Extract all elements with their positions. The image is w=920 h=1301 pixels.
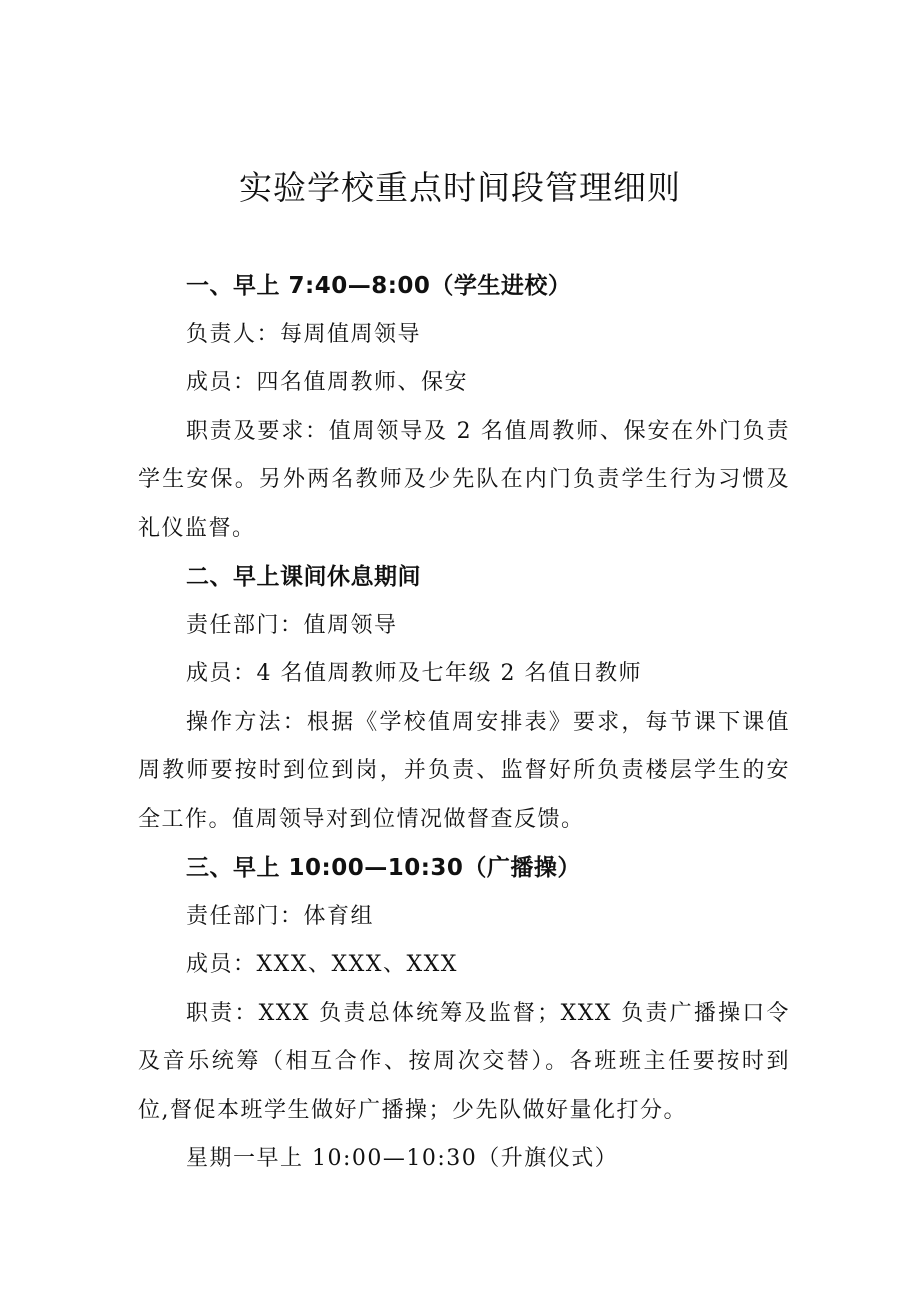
paragraph-responsible-person: 负责人：每周值周领导 [186, 321, 422, 347]
paragraph-duties-3: 职责：XXX 负责总体统筹及监督；XXX 负责广播操口令及音乐统筹（相互合作、按周次交替）。各班班主任要按时到位,督促本班学生做好广播操；少先队做好量化打分。 [138, 1000, 790, 1123]
section-heading-2: 二、早上课间休息期间 [186, 564, 421, 590]
section-heading-3: 三、早上 10:00—10:30（广播操） [186, 855, 581, 881]
paragraph-department-2: 责任部门：值周领导 [186, 612, 398, 638]
section-heading-1: 一、早上 7:40—8:00（学生进校） [186, 273, 572, 299]
paragraph-duties-1: 职责及要求：值周领导及 2 名值周教师、保安在外门负责学生安保。另外两名教师及少先队在内门负责学生行为习惯及礼仪监督。 [138, 418, 790, 541]
paragraph-members-1: 成员：四名值周教师、保安 [186, 370, 469, 395]
paragraph-monday-flag-ceremony: 星期一早上 10:00—10:30（升旗仪式） [186, 1146, 619, 1171]
paragraph-members-3: 成员：XXX、XXX、XXX [186, 952, 458, 977]
paragraph-department-3: 责任部门：体育组 [186, 903, 375, 929]
document-body [138, 262, 790, 1184]
paragraph-method-2: 操作方法：根据《学校值周安排表》要求，每节课下课值周教师要按时到位到岗，并负责、监督好所负责楼层学生的安全工作。值周领导对到位情况做督查反馈。 [138, 709, 790, 832]
paragraph-members-2: 成员：4 名值周教师及七年级 2 名值日教师 [186, 661, 642, 686]
document-title: 实验学校重点时间段管理细则 [239, 168, 681, 207]
